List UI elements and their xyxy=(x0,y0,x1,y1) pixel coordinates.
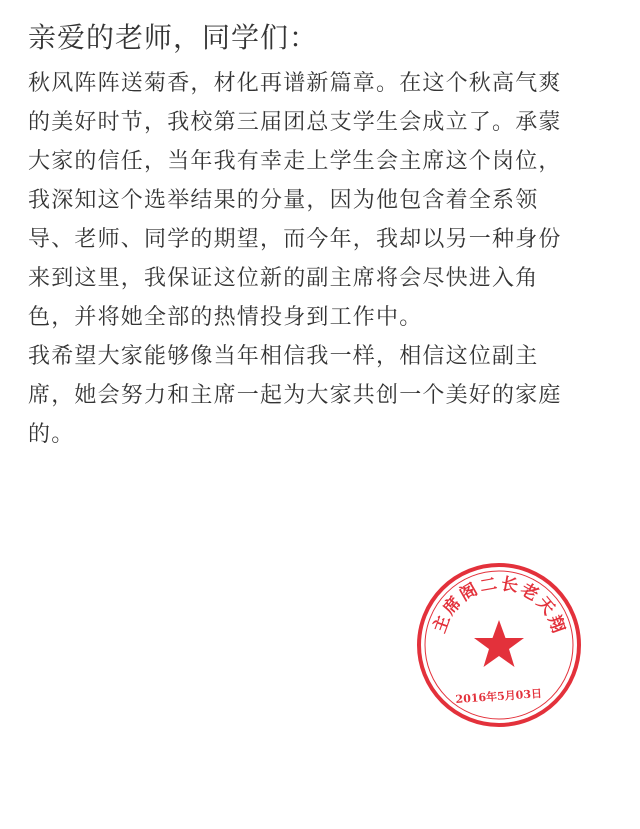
text-line: 席，她会努力和主席一起为大家共创一个美好的家庭 xyxy=(28,383,562,408)
text-line: 我希望大家能够像当年相信我一样，相信这位副主 xyxy=(28,344,539,369)
paragraph-2 xyxy=(28,337,628,454)
text-line: 的。 xyxy=(28,422,75,447)
text-line: 的美好时节，我校第三届团总支学生会成立了。承蒙 xyxy=(28,110,562,135)
seal-date: 2016年5月03日 xyxy=(455,687,543,707)
seal-char: 翔 xyxy=(543,612,569,636)
seal-char: 天 xyxy=(532,593,559,620)
seal-graphic xyxy=(414,560,584,730)
letter-body xyxy=(28,18,628,454)
text-line: 导、老师、同学的期望，而今年，我却以另一种身份 xyxy=(28,227,562,252)
text-line: 秋风阵阵送菊香，材化再谱新篇章。在这个秋高气爽 xyxy=(28,71,562,96)
seal-char: 席 xyxy=(439,593,466,620)
star-icon xyxy=(474,620,524,667)
text-line: 大家的信任，当年我有幸走上学生会主席这个岗位， xyxy=(28,149,562,174)
seal-char: 老 xyxy=(516,579,542,606)
text-line: 我深知这个选举结果的分量，因为他包含着全系领 xyxy=(28,188,539,213)
paragraph-1 xyxy=(28,64,628,337)
text-line: 来到这里，我保证这位新的副主席将会尽快进入角 xyxy=(28,266,539,291)
salutation: 亲爱的老师，同学们： xyxy=(28,21,319,54)
seal-char: 主 xyxy=(429,612,455,636)
seal-char: 二 xyxy=(478,574,499,597)
seal-char: 阁 xyxy=(456,579,482,606)
seal-char: 长 xyxy=(499,574,520,597)
text-line: 色，并将她全部的热情投身到工作中。 xyxy=(28,305,423,330)
official-seal xyxy=(414,560,584,730)
